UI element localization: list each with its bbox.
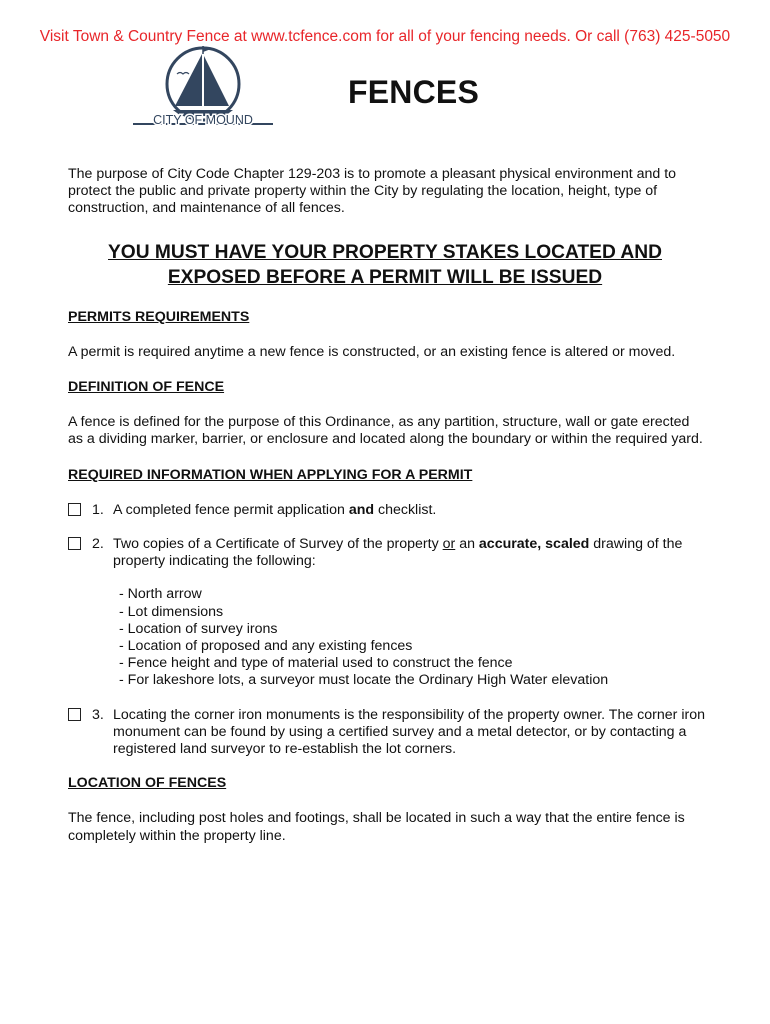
- location-heading: LOCATION OF FENCES: [68, 775, 227, 792]
- item-text: checklist.: [374, 501, 437, 518]
- list-item: - Location of survey irons: [119, 620, 278, 637]
- document-body: [68, 166, 708, 863]
- required-info-heading: REQUIRED INFORMATION WHEN APPLYING FOR A PERMIT: [68, 466, 473, 483]
- item-number: 1.: [92, 501, 104, 518]
- item-text: A completed fence permit application: [113, 501, 349, 518]
- logo-text: CITY OF MOUND: [153, 113, 253, 127]
- item-number: 3.: [92, 706, 104, 723]
- list-item: - Fence height and type of material used to construct the fence: [119, 655, 513, 672]
- city-of-mound-logo: [133, 44, 273, 136]
- checklist-item-1: [68, 502, 708, 519]
- checkbox[interactable]: [68, 708, 81, 721]
- definition-heading: DEFINITION OF FENCE: [68, 379, 225, 396]
- list-item: - Location of proposed and any existing fences: [119, 638, 413, 655]
- location-body: The fence, including post holes and footings, shall be located in such a way that the entire fence is completely within the property line.: [68, 810, 685, 844]
- warning-line-1: YOU MUST HAVE YOUR PROPERTY STAKES LOCATED AND: [108, 241, 662, 263]
- checklist-item-2: [68, 536, 708, 690]
- survey-requirements-list: [119, 586, 708, 689]
- item-text: Two copies of a Certificate of Survey of the property: [113, 536, 443, 553]
- list-item: - For lakeshore lots, a surveyor must locate the Ordinary High Water elevation: [119, 672, 609, 689]
- checkbox[interactable]: [68, 537, 81, 550]
- list-item: - North arrow: [119, 586, 202, 603]
- item-text-bold: and: [348, 501, 375, 518]
- item-text-bold: accurate, scaled: [478, 536, 590, 553]
- list-item: - Lot dimensions: [119, 603, 224, 620]
- advertisement-banner: Visit Town & Country Fence at www.tcfence.com for all of your fencing needs. Or call (763) 425-5050: [39, 28, 731, 45]
- permits-body: A permit is required anytime a new fence is constructed, or an existing fence is altered or moved.: [68, 343, 676, 360]
- item-number: 2.: [92, 536, 104, 553]
- permits-heading: PERMITS REQUIREMENTS: [68, 308, 250, 325]
- page-title: FENCES: [348, 74, 479, 110]
- item-text: an: [455, 536, 479, 553]
- warning-line-2: EXPOSED BEFORE A PERMIT WILL BE ISSUED: [167, 266, 603, 288]
- intro-paragraph: The purpose of City Code Chapter 129-203 is to promote a pleasant physical environment and to protect the public and private property within the City by regulating the location, height, type of construction, and maintenance of all fences.: [68, 166, 677, 217]
- definition-body: A fence is defined for the purpose of this Ordinance, as any partition, structure, wall or gate erected as a dividing marker, barrier, or enclosure and located along the boundary or within the required yard.: [68, 414, 703, 448]
- checklist-item-3: [68, 707, 708, 759]
- item-text: Locating the corner iron monuments is the responsibility of the property owner. The corner iron monument can be found by using a certified survey and a metal detector, or by contacting a registered land surveyor to re-establish the lot corners.: [113, 706, 705, 758]
- stakes-warning: [68, 240, 702, 290]
- item-text-underline: or: [442, 536, 456, 553]
- checkbox[interactable]: [68, 503, 81, 516]
- item-text: drawing of the property indicating the following:: [113, 536, 683, 570]
